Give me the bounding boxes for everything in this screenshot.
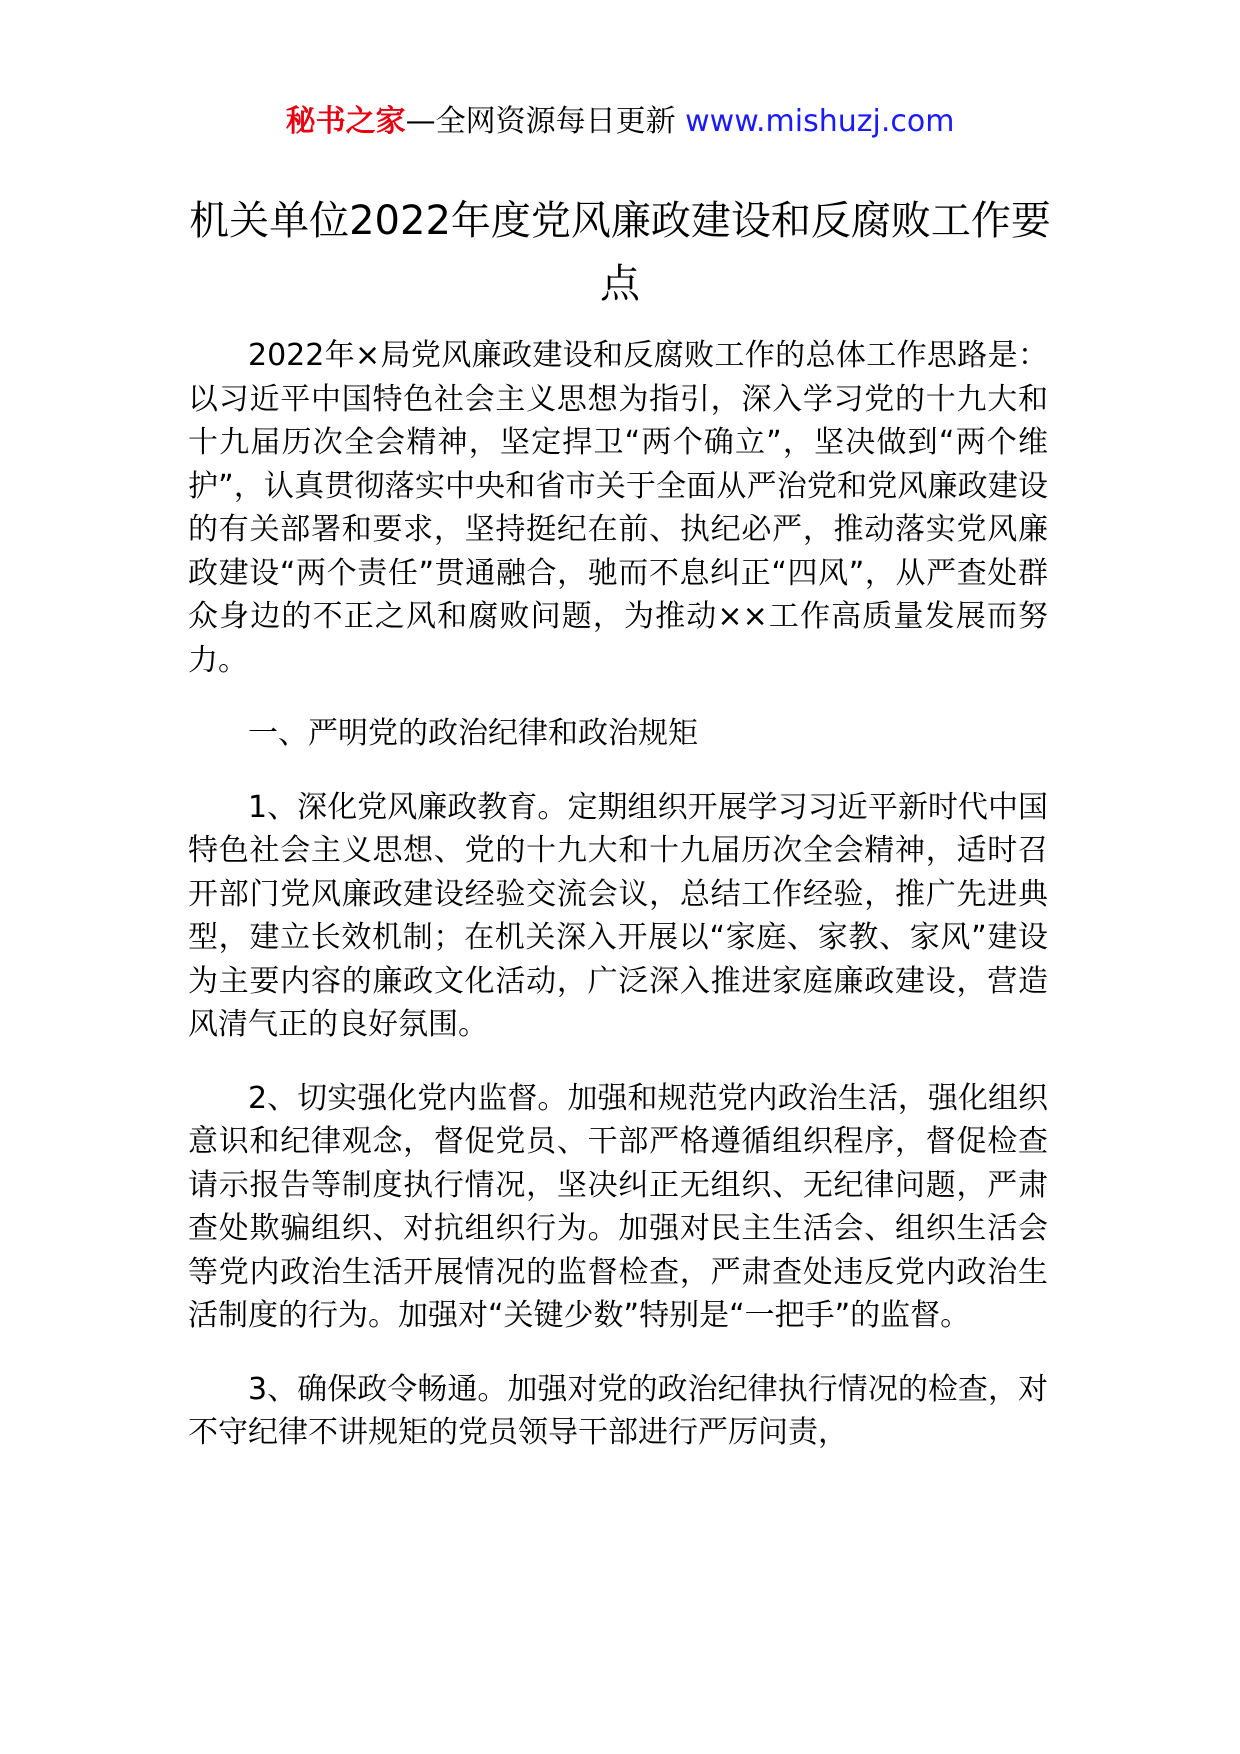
brand-name: 秘书之家 xyxy=(285,104,406,139)
item-paragraph-3: 3、确保政令畅通。加强对党的政治纪律执行情况的检查，对不守纪律不讲规矩的党员领导干部进行严厉问责， xyxy=(188,1371,1048,1450)
intro-paragraph: 2022年×局党风廉政建设和反腐败工作的总体工作思路是：以习近平中国特色社会主义思想为指引，深入学习党的十九大和十九届历次全会精神，坚定捍卫“两个确立”，坚决做到“两个维护”，认真贯彻落实中央和省市关于全面从严治党和党风廉政建设的有关部署和要求，坚持挺纪在前、执纪必严，推动落实党风廉政建设“两个责任”贯通融合，驰而不息纠正“四风”，从严查处群众身边的不正之风和腐败问题，为推动××工作高质量发展而努力。 xyxy=(188,338,1048,678)
section-heading-1: 一、严明党的政治纪律和政治规矩 xyxy=(248,716,698,751)
document-body xyxy=(188,334,1048,1485)
document-title: 机关单位2022年度党风廉政建设和反腐败工作要点 xyxy=(189,198,1051,307)
header-tagline: —全网资源每日更新 xyxy=(405,104,676,139)
item-paragraph-1: 1、深化党风廉政教育。定期组织开展学习习近平新时代中国特色社会主义思想、党的十九大和十九届历次全会精神，适时召开部门党风廉政建设经验交流会议，总结工作经验，推广先进典型，建立长效机制；在机关深入开展以“家庭、家教、家风”建设为主要内容的廉政文化活动，广泛深入推进家庭廉政建设，营造风清气正的良好氛围。 xyxy=(188,789,1048,1042)
site-header xyxy=(0,100,1240,144)
site-url-link[interactable]: www.mishuzj.com xyxy=(685,104,955,139)
item-paragraph-2: 2、切实强化党内监督。加强和规范党内政治生活，强化组织意识和纪律观念，督促党员、干部严格遵循组织程序，督促检查请示报告等制度执行情况，坚决纠正无组织、无纪律问题，严肃查处欺骗组织、对抗组织行为。加强对民主生活会、组织生活会等党内政治生活开展情况的监督检查，严肃查处违反党内政治生活制度的行为。加强对“关键少数”特别是“一把手”的监督。 xyxy=(188,1080,1048,1333)
